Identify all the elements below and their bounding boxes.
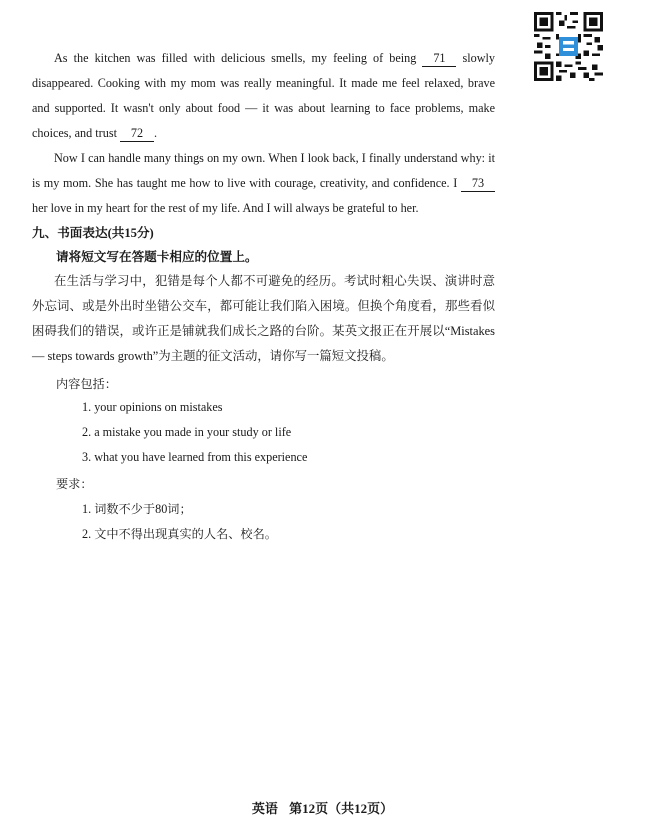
blank-73: 73 [461, 176, 495, 192]
section-instruction: 请将短文写在答题卡相应的位置上。 [56, 250, 258, 264]
reading-paragraph-1 [32, 46, 495, 146]
content-item-2: 2. a mistake you made in your study or life [82, 425, 292, 439]
footer-page-number: 第12页（共12页） [289, 801, 394, 816]
requirement-item-2: 2. 文中不得出现真实的人名、校名。 [82, 527, 277, 541]
text-span: As the kitchen was filled with delicious smells, my feeling of being [54, 51, 417, 65]
text-span: slowly disappeared. Cooking with my mom was really meaningful. It made me feel relaxed, brave and supported. It wasn't only about food — it was about learning to face problems, make choices, and trust [32, 51, 495, 140]
page-footer [0, 798, 645, 817]
text-span: . [154, 126, 158, 140]
reading-paragraph-2 [32, 146, 495, 221]
qr-code-icon [534, 12, 603, 81]
content-label: 内容包括： [56, 377, 117, 391]
requirements-label: 要求： [56, 477, 93, 491]
blank-72: 72 [120, 126, 154, 142]
requirement-item-1: 1. 词数不少于80词； [82, 502, 192, 516]
text-span: Now I can handle many things on my own. When I look back, I finally understand why: it is my mom. She has taught me how to live with courage, creativity, and confidence. I [32, 151, 495, 190]
footer-subject: 英语 [251, 801, 278, 816]
content-item-1: 1. your opinions on mistakes [82, 400, 223, 414]
section-title: 九、书面表达(共15分) [32, 226, 154, 240]
writing-prompt: 在生活与学习中，犯错是每个人都不可避免的经历。考试时粗心失误、演讲时意外忘词、或是外出时坐错公交车，都可能让我们陷入困境。但换个角度看，那些看似困碍我们的错误，或许正是铺就我们成长之路的台阶。某英文报正在开展以“Mistakes — steps towards growth”为主题的征文活动，请你写一篇短文投稿。 [32, 274, 495, 363]
blank-71: 71 [422, 51, 456, 67]
text-span: her love in my heart for the rest of my life. And I will always be grateful to her. [32, 201, 419, 215]
content-item-3: 3. what you have learned from this experience [82, 450, 308, 464]
